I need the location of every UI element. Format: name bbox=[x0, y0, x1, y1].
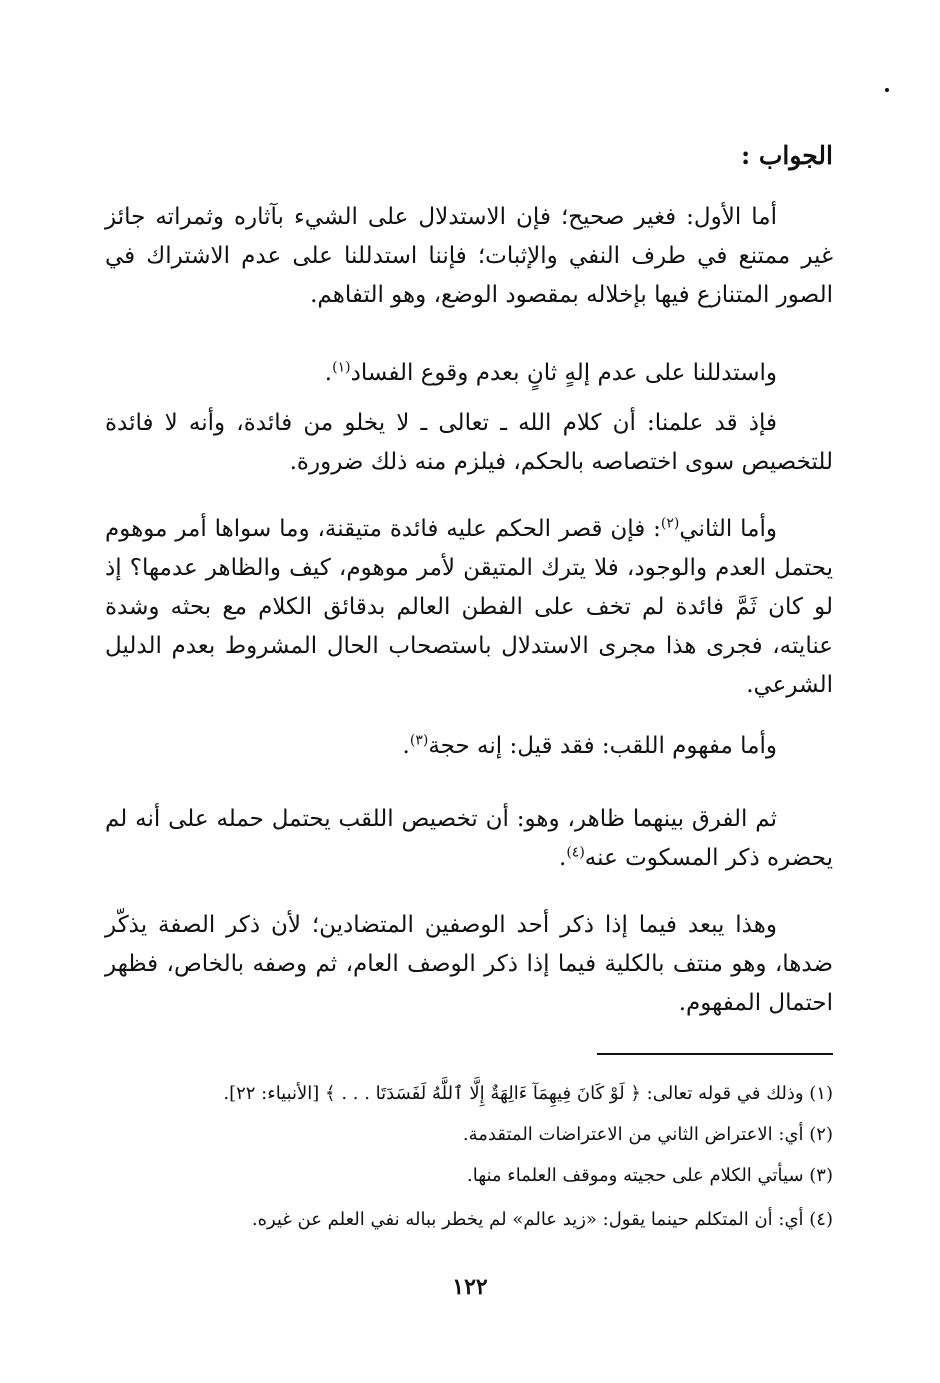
paragraph-benefit bbox=[105, 404, 833, 482]
paragraph-text: وأما مفهوم اللقب: فقد قيل: إنه حجة bbox=[428, 733, 777, 759]
paragraph-text: وهذا يبعد فيما إذا ذكر أحد الوصفين المتضادين؛ لأن ذكر الصفة يذكّر ضدها، وهو منتف بالكلية فيما إذا ذكر الوصف العام، ثم وصفه بالخاص، فظهر احتمال المفهوم. bbox=[105, 912, 833, 1016]
paragraph-text: واستدللنا على عدم إلهٍ ثانٍ بعدم وقوع الفساد bbox=[350, 360, 777, 386]
page-number: ١٢٢ bbox=[452, 1274, 488, 1300]
paragraph-difference bbox=[105, 800, 833, 878]
period: . bbox=[559, 845, 567, 871]
footnote-ref-2: (٢) bbox=[660, 515, 680, 532]
footnote-4: (٤) أي: أن المتكلم حينما يقول: «زيد عالم» لم يخطر بباله نفي العلم عن غيره. bbox=[251, 1209, 833, 1230]
section-heading: الجواب : bbox=[740, 141, 833, 170]
paragraph-second-objection bbox=[105, 510, 833, 705]
period: . bbox=[324, 360, 333, 386]
paragraph-first-answer bbox=[105, 198, 833, 315]
footnote-ref-3: (٣) bbox=[409, 732, 429, 749]
paragraph-text: ثم الفرق بينهما ظاهر، وهو: أن تخصيص اللقب يحتمل حمله على أنه لم يحضره ذكر المسكوت عنه bbox=[105, 806, 833, 871]
page-speck bbox=[885, 88, 889, 92]
footnote-2: (٢) أي: الاعتراض الثاني من الاعتراضات المتقدمة. bbox=[462, 1124, 833, 1145]
paragraph-laqab bbox=[105, 727, 833, 766]
paragraph-text: أما الأول: فغير صحيح؛ فإن الاستدلال على الشيء بآثاره وثمراته جائز غير ممتنع في طرف النفي والإثبات؛ فإننا استدللنا على عدم الاشتراك في الصور المتنازع فيها بإخلاله بمقصود الوضع، وهو التفاهم. bbox=[105, 204, 833, 308]
paragraph-conclusion bbox=[105, 906, 833, 1023]
paragraph-second-deity bbox=[105, 354, 833, 393]
paragraph-text: : فإن قصر الحكم عليه فائدة متيقنة، وما سواها أمر موهوم يحتمل العدم والوجود، فلا يترك المتيقن لأمر موهوم، كيف والظاهر عدمها؟ إذ لو كان ثَمَّ فائدة لم تخف على الفطن العالم بدقائق الكلام مع بحثه وشدة عنايته، فجرى هذا مجرى الاستدلال باستصحاب الحال المشروط بعدم الدليل الشرعي. bbox=[105, 516, 833, 698]
footnote-3: (٣) سيأتي الكلام على حجيته وموقف العلماء منها. bbox=[467, 1165, 833, 1186]
book-page bbox=[105, 0, 833, 1383]
footnote-ref-4: (٤) bbox=[566, 844, 585, 861]
footnote-ref-1: (١) bbox=[332, 359, 351, 376]
paragraph-text: وأما الثاني bbox=[679, 516, 777, 542]
footnote-1: (١) وذلك في قوله تعالى: ﴿ لَوْ كَانَ فِيهِمَآ ءَالِهَةٌ إِلَّا ٱللَّهُ لَفَسَدَتَا . . . ﴾ [الأنبياء: ٢٢]. bbox=[223, 1083, 833, 1104]
footnote-divider bbox=[597, 1053, 833, 1055]
paragraph-text: فإذ قد علمنا: أن كلام الله ـ تعالى ـ لا يخلو من فائدة، وأنه لا فائدة للتخصيص سوى اختصاصه بالحكم، فيلزم منه ذلك ضرورة. bbox=[105, 410, 833, 475]
period: . bbox=[402, 733, 410, 759]
